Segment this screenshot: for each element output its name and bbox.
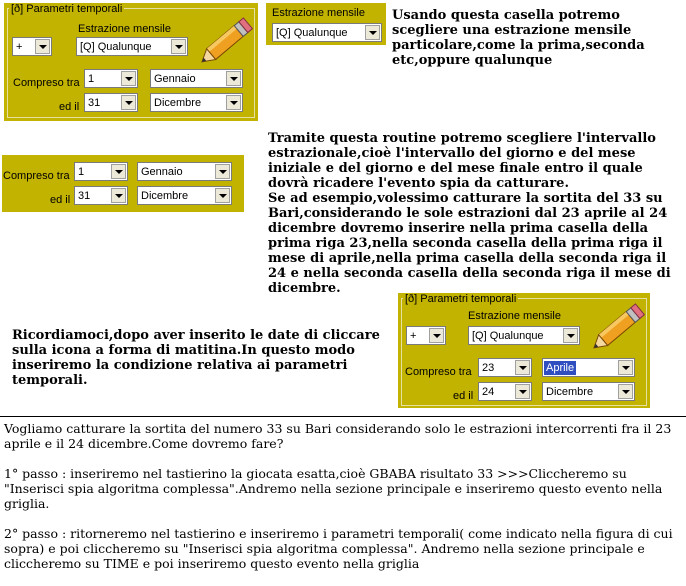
month-end-select[interactable]	[150, 93, 243, 112]
text-left: Ricordiamoci,dopo aver inserito le date di cliccare sulla icona a forma di matitina.In questo modo inseriremo la condizione relativa ai parametri temporali.	[12, 328, 380, 388]
panel-legend: [ð] Parametri temporali	[405, 293, 517, 305]
sign-select[interactable]	[406, 326, 446, 345]
chevron-down-icon[interactable]	[429, 328, 444, 343]
instruction-question: Vogliamo catturare la sortita del numero 33 su Bari considerando solo le estrazioni intercorrenti fra il 23 aprile e il 24 dicembre.Come dovremo fare?	[4, 421, 672, 451]
estrazione-value: [Q] Qualunque	[472, 330, 544, 342]
chevron-down-icon[interactable]	[515, 384, 530, 399]
day-end-value: 24	[482, 386, 495, 398]
chevron-down-icon[interactable]	[226, 71, 241, 86]
month-start-value: Gennaio	[154, 73, 196, 85]
chevron-down-icon[interactable]	[111, 188, 126, 203]
estrazione-value: [Q] Qualunque	[80, 41, 152, 53]
chevron-down-icon[interactable]	[171, 39, 186, 54]
month-end-value: Dicembre	[154, 97, 202, 109]
estrazione-select[interactable]	[76, 37, 188, 56]
estrazione-select[interactable]	[272, 23, 382, 42]
estrazione-select[interactable]	[468, 326, 580, 345]
chevron-down-icon[interactable]	[121, 95, 136, 110]
day-end-value: 31	[78, 190, 91, 202]
month-end-select[interactable]	[137, 186, 232, 205]
edil-label: ed il	[59, 101, 80, 113]
instructions	[4, 421, 684, 586]
month-start-select[interactable]	[542, 358, 635, 377]
panel-legend: [ð] Parametri temporali	[11, 3, 123, 15]
day-start-select[interactable]	[84, 69, 138, 88]
month-end-select[interactable]	[542, 382, 635, 401]
day-end-select[interactable]	[74, 186, 128, 205]
sign-select[interactable]	[12, 37, 52, 56]
chevron-down-icon[interactable]	[618, 384, 633, 399]
estrazione-label: Estrazione mensile	[468, 310, 561, 322]
month-start-value: Aprile	[546, 362, 575, 374]
divider	[0, 416, 686, 417]
compreso-label: Compreso tra	[3, 170, 70, 182]
chevron-down-icon[interactable]	[111, 164, 126, 179]
compreso-label: Compreso tra	[405, 366, 472, 378]
day-end-select[interactable]	[84, 93, 138, 112]
chevron-down-icon[interactable]	[515, 360, 530, 375]
day-start-value: 1	[78, 166, 85, 178]
chevron-down-icon[interactable]	[35, 39, 50, 54]
month-end-value: Dicembre	[546, 386, 594, 398]
temporal-params-panel	[4, 3, 258, 121]
chevron-down-icon[interactable]	[121, 71, 136, 86]
temporal-params-panel-example	[398, 293, 650, 408]
day-start-value: 23	[482, 362, 495, 374]
text-middle: Tramite questa routine potremo scegliere l'intervallo estrazionale,cioè l'intervallo del giorno e del mese iniziale e del giorno e del mese finale entro il quale dovrà ricadere l'evento spia da catturare. Se ad esempio,volessimo catturare la sortita del 33 su Bari,considerando le sole estrazioni dal 23 aprile al 24 dicembre dovremo inserire nella prima casella della prima riga 23,nella seconda casella della prima riga il mese di aprile,nella prima casella della seconda riga il 24 e nella seconda casella della seconda riga il mese di dicembre.	[268, 131, 671, 296]
day-start-select[interactable]	[74, 162, 128, 181]
day-start-select[interactable]	[478, 358, 532, 377]
sign-value: +	[410, 330, 417, 342]
instruction-step-2: 2° passo : ritorneremo nel tastierino e inseriremo i parametri temporali( come indicato nella figura di cui sopra) e poi cliccheremo su "Inserisci spia algoritma complessa". Andremo nella sezione principale e cliccheremo su TIME e poi inseriremo questo evento nella griglia	[4, 526, 673, 571]
estrazione-label: Estrazione mensile	[78, 23, 171, 35]
chevron-down-icon[interactable]	[365, 25, 380, 40]
text-top-right: Usando questa casella potremo scegliere una estrazione mensile particolare,come la prima,seconda etc,oppure qualunque	[392, 8, 645, 68]
chevron-down-icon[interactable]	[563, 328, 578, 343]
chevron-down-icon[interactable]	[226, 95, 241, 110]
estrazione-label: Estrazione mensile	[272, 7, 365, 19]
compreso-label: Compreso tra	[13, 77, 80, 89]
chevron-down-icon[interactable]	[618, 360, 633, 375]
chevron-down-icon[interactable]	[215, 164, 230, 179]
edil-label: ed il	[453, 390, 474, 402]
pencil-icon[interactable]	[200, 15, 256, 65]
month-end-value: Dicembre	[141, 190, 189, 202]
sign-value: +	[16, 41, 23, 53]
month-start-select[interactable]	[150, 69, 243, 88]
day-end-select[interactable]	[478, 382, 532, 401]
pencil-icon[interactable]	[592, 301, 648, 351]
date-range-panel	[2, 155, 244, 212]
estrazione-value: [Q] Qualunque	[276, 27, 348, 39]
chevron-down-icon[interactable]	[215, 188, 230, 203]
day-end-value: 31	[88, 97, 101, 109]
instruction-step-1: 1° passo : inseriremo nel tastierino la giocata esatta,cioè GBABA risultato 33 >>>Cliccheremo su "Inserisci spia algoritma complessa".Andremo nella sezione principale e inseriremo questo evento nella griglia.	[4, 466, 663, 511]
edil-label: ed il	[50, 194, 71, 206]
day-start-value: 1	[88, 73, 95, 85]
estrazione-mensile-panel	[266, 3, 386, 45]
month-start-value: Gennaio	[141, 166, 183, 178]
month-start-select[interactable]	[137, 162, 232, 181]
